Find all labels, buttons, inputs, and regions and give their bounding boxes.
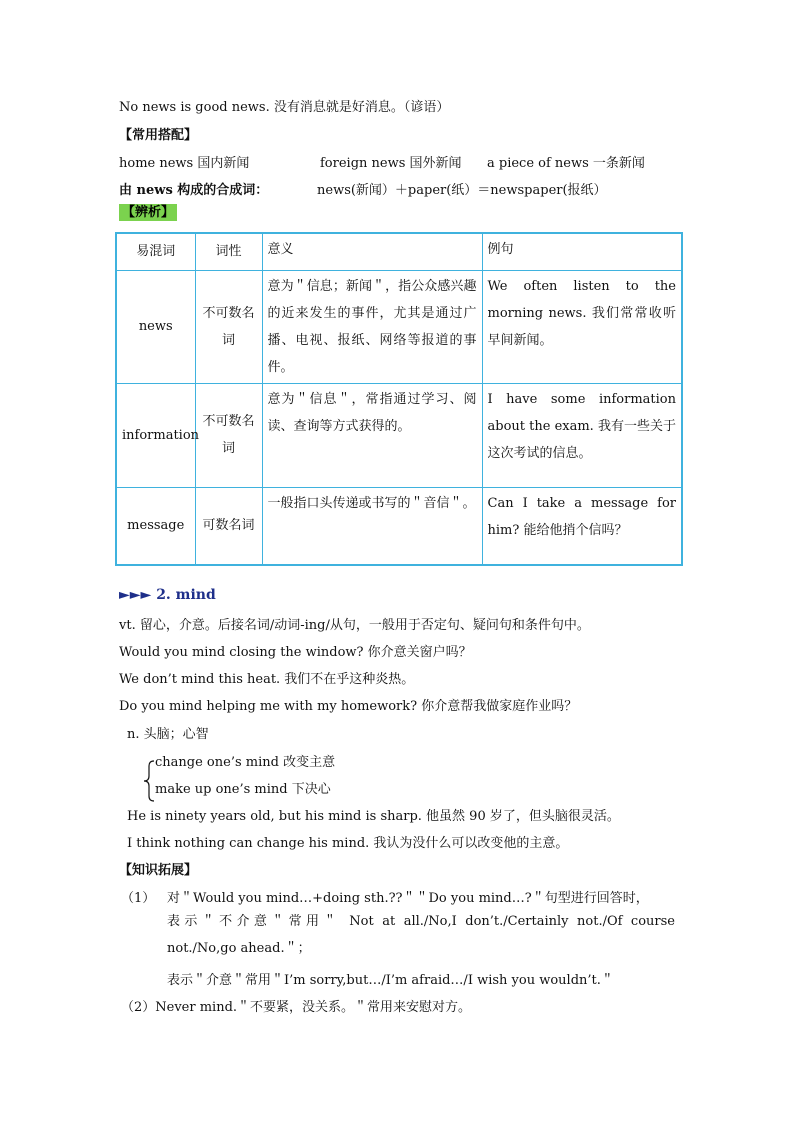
mind-vt-definition: vt. 留心，介意。后接名词/动词-ing/从句，一般用于否定句、疑问句和条件句中。	[119, 618, 590, 633]
mind-example-2: We don’t mind this heat. 我们不在乎这种炎热。	[119, 672, 415, 687]
bianxi-label: 【辨析】	[119, 204, 177, 221]
collocation-heading: 【常用搭配】	[119, 128, 198, 143]
expand-item2: （2）Never mind.＂不要紧，没关系。＂常用来安慰对方。	[121, 1000, 472, 1015]
section-mind-heading	[119, 587, 216, 603]
row-word: information	[116, 383, 195, 487]
collocation-piece-of-news: a piece of news 一条新闻	[487, 156, 645, 171]
mind-example-1: Would you mind closing the window? 你介意关窗户吗？	[119, 645, 472, 660]
table-row	[116, 487, 682, 565]
collocation-home-news: home news 国内新闻	[119, 156, 250, 171]
row-pos: 可数名词	[195, 487, 262, 565]
row-pos: 不可数名词	[195, 270, 262, 383]
table-row	[116, 270, 682, 383]
triangle-arrows-icon: ►►►	[119, 587, 157, 603]
expand-item1-line2: 表示＂不介意＂常用＂ Not at all./No,I don’t./Certainly not./Of course not./No,go ahead.＂；	[167, 914, 675, 956]
comparison-table	[115, 232, 683, 566]
row-pos: 不可数名词	[195, 383, 262, 487]
expand-item1-number: （1）	[121, 891, 156, 906]
row-word: message	[116, 487, 195, 565]
phrase-change-mind: change one’s mind 改变主意	[155, 755, 336, 770]
proverb-line: No news is good news. 没有消息就是好消息。（谚语）	[119, 100, 450, 115]
row-meaning: 一般指口头传递或书写的＂音信＂。	[262, 487, 482, 565]
row-meaning: 意为＂信息＂，常指通过学习、阅读、查询等方式获得的。	[262, 383, 482, 487]
row-example: We often listen to the morning news. 我们常常收听早间新闻。	[482, 270, 682, 383]
collocation-foreign-news: foreign news 国外新闻	[320, 156, 462, 171]
expand-heading: 【知识拓展】	[119, 863, 198, 878]
mind-example-4: He is ninety years old, but his mind is sharp. 他虽然 90 岁了，但头脑很灵活。	[127, 809, 620, 824]
header-word: 易混词	[116, 233, 195, 270]
mind-example-3: Do you mind helping me with my homework? 你介意帮我做家庭作业吗？	[119, 699, 578, 714]
expand-item1-line1: 对＂Would you mind…+doing sth.??＂＂Do you mind…?＂句型进行回答时，	[167, 891, 649, 906]
mind-example-5: I think nothing can change his mind. 我认为没什么可以改变他的主意。	[127, 836, 569, 851]
table-row	[116, 383, 682, 487]
row-word: news	[116, 270, 195, 383]
header-pos: 词性	[195, 233, 262, 270]
table-header-row	[116, 233, 682, 270]
header-example: 例句	[482, 233, 682, 270]
compound-label: 由 news 构成的合成词：	[119, 183, 269, 198]
expand-item1-line3: 表示＂介意＂常用＂I’m sorry,but…/I’m afraid…/I wish you wouldn’t.＂	[167, 973, 614, 988]
section-mind-title: 2. mind	[156, 587, 216, 603]
brace-icon	[143, 760, 155, 802]
header-meaning: 意义	[262, 233, 482, 270]
row-example: Can I take a message for him? 能给他捎个信吗？	[482, 487, 682, 565]
phrase-make-up-mind: make up one’s mind 下决心	[155, 782, 331, 797]
mind-noun-definition: n. 头脑；心智	[127, 727, 209, 742]
row-meaning: 意为＂信息；新闻＂，指公众感兴趣的近来发生的事件，尤其是通过广播、电视、报纸、网络等报道的事件。	[262, 270, 482, 383]
row-example: I have some information about the exam. 我有一些关于这次考试的信息。	[482, 383, 682, 487]
compound-formula: news(新闻）＋paper(纸）＝newspaper(报纸）	[317, 183, 607, 198]
